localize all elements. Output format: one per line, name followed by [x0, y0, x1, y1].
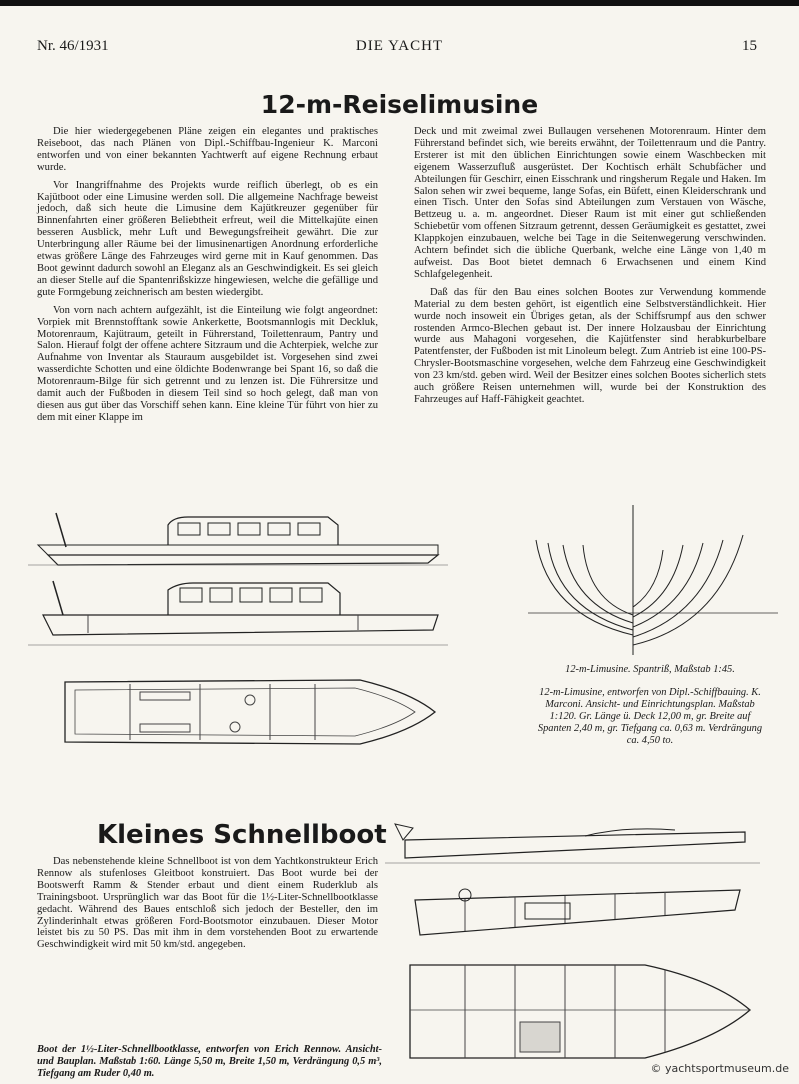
- steering-wheel: [245, 695, 255, 705]
- article2-body: [37, 856, 378, 957]
- window: [178, 523, 200, 535]
- hull-outline: [48, 555, 438, 565]
- frame-line: [633, 545, 683, 617]
- paragraph: Von vorn nach achtern aufgezählt, ist die Einteilung wie folgt angeordnet: Vorpiek mit Brennstofftank sowie Ankerkette, Bootsmannlogis mit Deckluk, Motorenraum, Kajütraum, geteilt in Führerstand, Toilettenraum, Pantry und Salon. Hierauf folgt der offene achtere Sitzraum und die Achterpiek, welche zur Aufnahme von Inventar als Stauraum ausgebildet ist. Vorgesehen sind zwei wasserdichte Schotten und eine öldichte Bodenwrange bei Spant 16, so daß die Motorenraum-Bilge für sich getrennt und zu lenzen ist. Die Führersitze und damit auch der Fußboden in diesem Teil sind so hoch gelegt, daß man von diesen aus gut über das Vorschiff sehen kann. Eine kleine Tür führt von hier zu dem mit einer Klappe im: [37, 304, 378, 423]
- window: [268, 523, 290, 535]
- spantriss-body-plan: [528, 505, 778, 660]
- sofa: [140, 724, 190, 732]
- hull-outline: [405, 832, 745, 858]
- window: [240, 588, 262, 602]
- inner-outline: [75, 688, 415, 736]
- watermark: © yachtsportmuseum.de: [650, 1062, 789, 1075]
- frame-line: [583, 545, 633, 615]
- paragraph: Deck und mit zweimal zwei Bullaugen versehenen Motorenraum. Hinter dem Führerstand befindet sich, wie bereits erwähnt, der Toilettenraum und die Pantry. Ersterer ist mit den üblichen Einrichtungen sowie einem Waschbecken mit eigenem Wasserzufluß ausgerüstet. Der Kochtisch erhält Schubfächer und Abteilungen für Geschirr, einen Eisschrank und ringsherum Regale und Haken. Im Salon sehen wir zwei bequeme, lange Sofas, ein Büfett, einen Kleiderschrank und einen Tisch. Unter den Sofas sind Abteilungen zum Verstauen von Wäsche, Bettzeug u. a. m. angeordnet. Dieser Raum ist mit einer gut schließenden Schiebetür vom offenen Sitzraum getrennt, dessen Geräumigkeit es gestattet, zwei Klappkojen einzubauen, welche bei Tage in die Seitenwegerung verschwinden. Achtern befindet sich die übliche Querbank, welche eine Länge von 1,40 m aufweist. Das Boot bietet demnach 6 Erwachsenen und einem Kind Schlafgelegenheit.: [414, 126, 766, 280]
- window: [298, 523, 320, 535]
- schnellboot-construction-profile: [405, 875, 750, 950]
- paragraph: Das nebenstehende kleine Schnellboot ist von dem Yachtkonstrukteur Erich Rennow als stufenloses Gleitboot konstruiert. Das Boot wurde bei der Bootswerft Ramm & Stender erbaut und dient einem Ruderklub als Trainingsboot. Ursprünglich war das Boot für die 1½-Liter-Schnellbootklasse gedacht. Während des Baues entschloß sich jedoch der Besteller, den im Zylinderinhalt etwas größeren Ford-Bootsmotor einzubauen. Dieser Motor leistet bis zu 50 PS. Das mit ihm in dem vorstehenden Boot zu erwartende Geschwindigkeit wird mit 50 km/std. angegeben.: [37, 856, 378, 951]
- window: [270, 588, 292, 602]
- limusine-interior-profile: [28, 575, 448, 650]
- article1-column-right: [414, 126, 766, 412]
- sofa: [140, 692, 190, 700]
- hull-outline: [43, 615, 438, 635]
- schnellboot-bauplan: [405, 960, 755, 1065]
- hull-topside: [38, 545, 438, 555]
- schnellboot-side-view: [385, 818, 760, 868]
- flagstaff: [56, 513, 66, 547]
- caption-limusine-plan: 12-m-Limusine, entworfen von Dipl.-Schiffbauing. K. Marconi. Ansicht- und Einrichtungsplan. Maßstab 1:120. Gr. Länge ü. Deck 12,00 m, gr. Breite auf Spanten 2,40 m, gr. Tiefgang ca. 0,63 m. Verdrängung ca. 4,50 to.: [537, 687, 763, 746]
- window: [180, 588, 202, 602]
- window: [238, 523, 260, 535]
- washbasin: [230, 722, 240, 732]
- flag: [395, 824, 413, 840]
- article1-column-left: [37, 126, 378, 430]
- caption-schnellboot: Boot der 1½-Liter-Schnellbootklasse, entworfen von Erich Rennow. Ansicht- und Bauplan. Maßstab 1:60. Länge 5,50 m, Breite 1,50 m, Verdrängung 0,5 m³, Tiefgang am Ruder 0,40 m.: [37, 1044, 382, 1079]
- window: [300, 588, 322, 602]
- article-title-limusine: 12-m-Reiselimusine: [260, 90, 539, 119]
- window: [210, 588, 232, 602]
- cabin-superstructure: [168, 517, 338, 545]
- engine: [525, 903, 570, 919]
- paragraph: Daß das für den Bau eines solchen Bootes zur Verwendung kommende Material zu dem besten gehört, ist eigentlich eine Selbstverständlichkeit. Hier wurde noch insoweit ein Übriges getan, als der Schiffsrumpf aus den schwer rostenden Armco-Blechen gebaut ist. Der innere Holzausbau der Einrichtung wurde aus Mahagoni vorgesehen, die Kajütfenster sind herabkurbelbare Patentfenster, der Fußboden ist mit Linoleum belegt. Zum Antrieb ist eine 100-PS-Chrysler-Bootsmaschine vorgesehen, welche dem Fahrzeug eine Geschwindigkeit von 23 km/std. geben wird. Weil der Besitzer eines solchen Bootes sicherlich stets auch größere Reisen unternehmen will, wurde bei der Konstruktion des Fahrzeuges auf Haff-Fähigkeit geachtet.: [414, 286, 766, 405]
- magazine-title: DIE YACHT: [355, 38, 444, 54]
- frame-line: [548, 543, 633, 630]
- engine-bed: [520, 1022, 560, 1052]
- issue-number: Nr. 46/1931: [37, 38, 109, 54]
- limusine-deck-plan: [60, 672, 440, 752]
- page-number: 15: [742, 38, 757, 54]
- frame-line: [563, 545, 633, 623]
- frame-line: [633, 540, 723, 637]
- flagstaff: [53, 581, 63, 615]
- caption-spantriss: 12-m-Limusine. Spantriß, Maßstab 1:45.: [565, 664, 735, 675]
- plan-outline: [410, 965, 750, 1058]
- window: [208, 523, 230, 535]
- limusine-side-elevation: [28, 505, 448, 570]
- paragraph: Die hier wiedergegebenen Pläne zeigen ein elegantes und praktisches Reiseboot, das nach Plänen von Dipl.-Schiffbau-Ingenieur K. Marconi entworfen und von einer bekannten Yachtwerft auf eigene Rechnung erbaut wurde.: [37, 126, 378, 173]
- article-title-schnellboot: Kleines Schnellboot: [97, 820, 387, 850]
- top-border: [0, 0, 799, 6]
- paragraph: Vor Inangriffnahme des Projekts wurde reiflich überlegt, ob es ein Kajütboot oder eine Limusine werden soll. Die allgemeine Nachfrage beweist jedoch, daß sich heute die Limusine dem Kajütkreuzer gegenüber für Binnenfahrten einer größeren Beliebtheit erfreut, weil die Mittelkajüte einen besseren Ausblick, mehr Luft und Bewegungsfreiheit gewährt. Die zur Unterbringung aller Räume bei der limusinenartigen Anordnung erforderliche etwas größere Länge des Fahrzeuges wird gerne mit in Kauf genommen. Das Boot gewinnt dadurch sowohl an Eleganz als an Geschwindigkeit. Es sei gleich an dieser Stelle auf die Spantenrißskizze hingewiesen, welche die gefällige und gute Formgebung zeichnerisch am besten wiedergibt.: [37, 179, 378, 298]
- hull-outline: [415, 890, 740, 935]
